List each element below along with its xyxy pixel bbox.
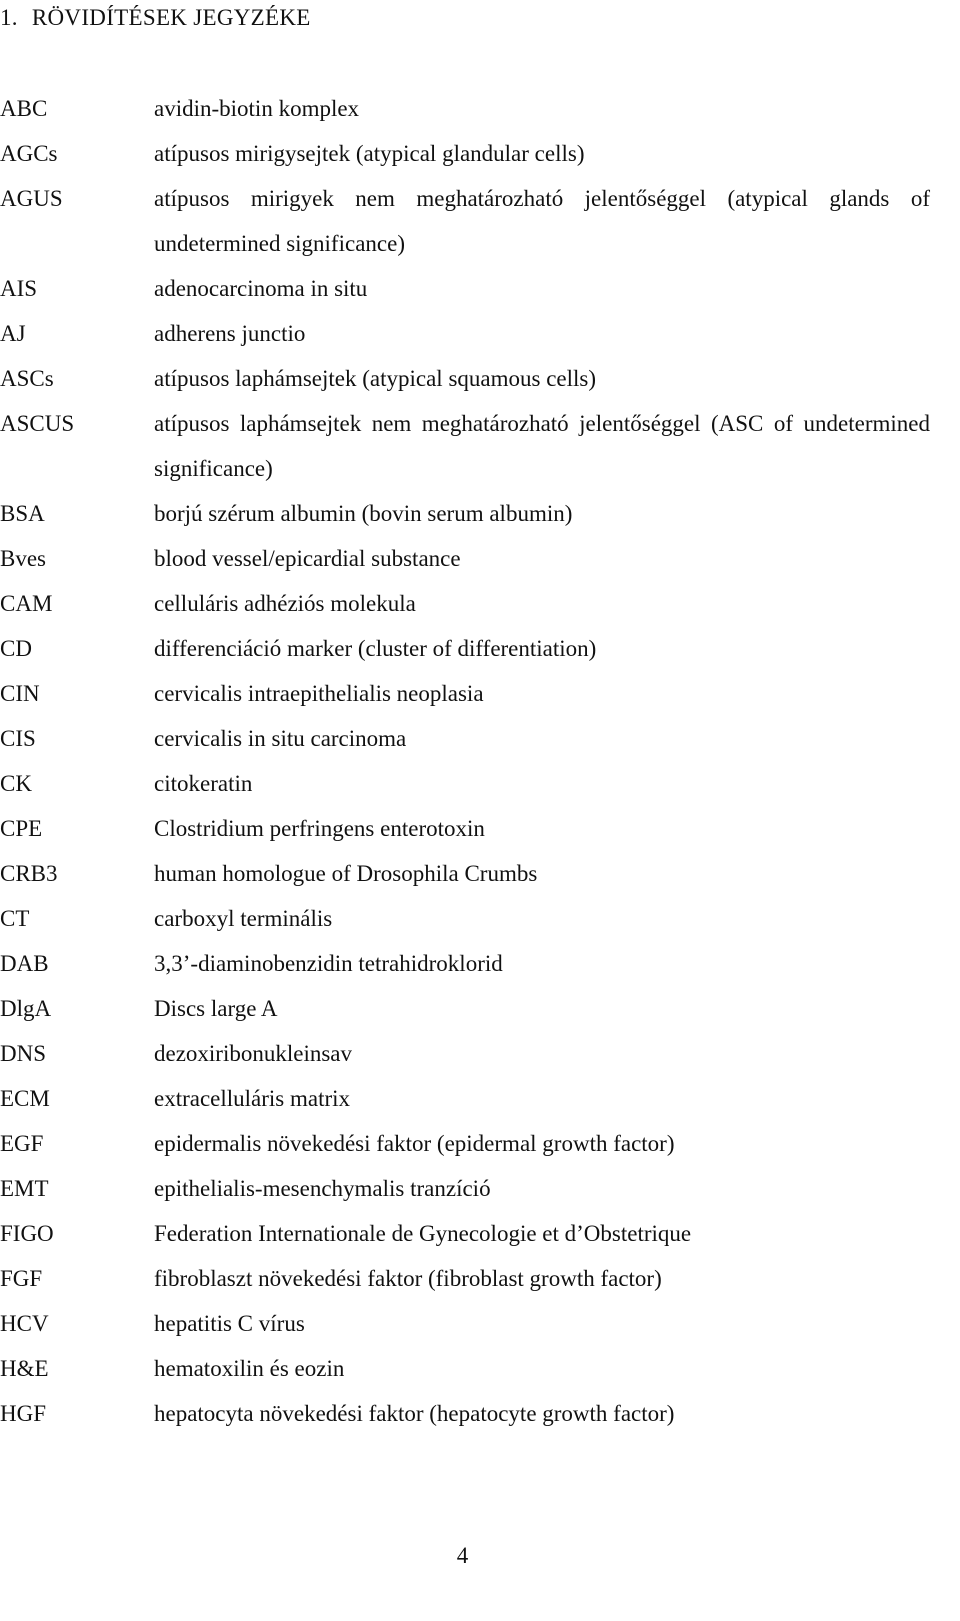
abbreviation-definition: atípusos laphámsejtek nem meghatározható jelentőséggel (ASC of undetermined significance) bbox=[154, 411, 930, 481]
abbreviation-row bbox=[0, 176, 930, 266]
abbreviation-term: AGCs bbox=[0, 141, 58, 166]
abbreviation-definition: human homologue of Drosophila Crumbs bbox=[154, 861, 538, 886]
abbreviation-term: AIS bbox=[0, 276, 38, 301]
abbreviation-definition: blood vessel/epicardial substance bbox=[154, 546, 461, 571]
abbreviation-definition: 3,3’-diaminobenzidin tetrahidroklorid bbox=[154, 951, 503, 976]
abbreviation-row bbox=[0, 761, 930, 806]
abbreviation-definition: extracelluláris matrix bbox=[154, 1086, 351, 1111]
abbreviation-term: CAM bbox=[0, 591, 53, 616]
abbreviation-term: CIS bbox=[0, 726, 36, 751]
abbreviation-row bbox=[0, 671, 930, 716]
abbreviation-term: Bves bbox=[0, 546, 46, 571]
abbreviation-term: AGUS bbox=[0, 186, 63, 211]
abbreviation-definition: Discs large A bbox=[154, 996, 278, 1021]
abbreviation-definition: cervicalis in situ carcinoma bbox=[154, 726, 407, 751]
abbreviation-term: ASCs bbox=[0, 366, 54, 391]
abbreviation-term: ASCUS bbox=[0, 411, 75, 436]
abbreviation-definition: Clostridium perfringens enterotoxin bbox=[154, 816, 485, 841]
abbreviation-definition: hematoxilin és eozin bbox=[154, 1356, 345, 1381]
abbreviation-row bbox=[0, 491, 930, 536]
abbreviation-term: DAB bbox=[0, 951, 49, 976]
abbreviation-row bbox=[0, 356, 930, 401]
abbreviation-definition: cervicalis intraepithelialis neoplasia bbox=[154, 681, 484, 706]
abbreviation-row bbox=[0, 131, 930, 176]
abbreviation-definition: adherens junctio bbox=[154, 321, 306, 346]
abbreviation-row bbox=[0, 896, 930, 941]
section-heading bbox=[0, 2, 311, 34]
abbreviation-term: ECM bbox=[0, 1086, 50, 1111]
abbreviation-definition: atípusos laphámsejtek (atypical squamous cells) bbox=[154, 366, 596, 391]
abbreviation-definition: epidermalis növekedési faktor (epidermal growth factor) bbox=[154, 1131, 675, 1156]
abbreviation-definition: dezoxiribonukleinsav bbox=[154, 1041, 353, 1066]
abbreviation-row bbox=[0, 1211, 930, 1256]
abbreviation-term: CT bbox=[0, 906, 30, 931]
abbreviation-term: CIN bbox=[0, 681, 40, 706]
section-title: RÖVIDÍTÉSEK JEGYZÉKE bbox=[31, 5, 311, 30]
abbreviation-list bbox=[0, 86, 930, 1436]
abbreviation-term: CRB3 bbox=[0, 861, 58, 886]
abbreviation-row bbox=[0, 401, 930, 491]
abbreviation-term: CD bbox=[0, 636, 32, 661]
abbreviation-term: HGF bbox=[0, 1401, 47, 1426]
abbreviation-term: BSA bbox=[0, 501, 45, 526]
abbreviation-row bbox=[0, 626, 930, 671]
abbreviation-definition: fibroblaszt növekedési faktor (fibroblast growth factor) bbox=[154, 1266, 662, 1291]
abbreviation-row bbox=[0, 1166, 930, 1211]
abbreviation-term: FIGO bbox=[0, 1221, 54, 1246]
abbreviation-row bbox=[0, 536, 930, 581]
abbreviation-definition: carboxyl terminális bbox=[154, 906, 333, 931]
abbreviation-row bbox=[0, 1301, 930, 1346]
abbreviation-row bbox=[0, 1391, 930, 1436]
abbreviation-definition: celluláris adhéziós molekula bbox=[154, 591, 416, 616]
abbreviation-definition: adenocarcinoma in situ bbox=[154, 276, 368, 301]
abbreviation-definition: atípusos mirigysejtek (atypical glandular cells) bbox=[154, 141, 585, 166]
abbreviation-definition: citokeratin bbox=[154, 771, 253, 796]
abbreviation-term: EGF bbox=[0, 1131, 44, 1156]
abbreviation-row bbox=[0, 1346, 930, 1391]
abbreviation-definition: hepatitis C vírus bbox=[154, 1311, 305, 1336]
abbreviation-row bbox=[0, 1121, 930, 1166]
abbreviation-row bbox=[0, 1076, 930, 1121]
abbreviation-term: DNS bbox=[0, 1041, 47, 1066]
abbreviation-term: CPE bbox=[0, 816, 43, 841]
abbreviation-term: CK bbox=[0, 771, 32, 796]
abbreviation-definition: hepatocyta növekedési faktor (hepatocyte growth factor) bbox=[154, 1401, 675, 1426]
abbreviation-term: H&E bbox=[0, 1356, 49, 1381]
abbreviation-definition: atípusos mirigyek nem meghatározható jelentőséggel (atypical glands of undetermined significance) bbox=[154, 186, 930, 256]
abbreviation-row bbox=[0, 806, 930, 851]
abbreviation-row bbox=[0, 986, 930, 1031]
abbreviation-row bbox=[0, 941, 930, 986]
abbreviation-row bbox=[0, 1031, 930, 1076]
abbreviation-term: HCV bbox=[0, 1311, 49, 1336]
abbreviation-row bbox=[0, 851, 930, 896]
abbreviation-row bbox=[0, 716, 930, 761]
abbreviation-definition: Federation Internationale de Gynecologie et d’Obstetrique bbox=[154, 1221, 692, 1246]
abbreviation-row bbox=[0, 581, 930, 626]
abbreviation-row bbox=[0, 266, 930, 311]
abbreviation-row bbox=[0, 311, 930, 356]
abbreviation-term: DlgA bbox=[0, 996, 52, 1021]
abbreviation-definition: differenciáció marker (cluster of differentiation) bbox=[154, 636, 597, 661]
abbreviation-term: EMT bbox=[0, 1176, 49, 1201]
abbreviation-definition: avidin-biotin komplex bbox=[154, 96, 360, 121]
abbreviation-definition: epithelialis-mesenchymalis tranzíció bbox=[154, 1176, 491, 1201]
abbreviation-term: AJ bbox=[0, 321, 26, 346]
abbreviation-row bbox=[0, 1256, 930, 1301]
abbreviation-row bbox=[0, 86, 930, 131]
section-number: 1. bbox=[0, 5, 18, 30]
abbreviation-term: FGF bbox=[0, 1266, 43, 1291]
abbreviation-definition: borjú szérum albumin (bovin serum albumin) bbox=[154, 501, 573, 526]
page-number: 4 bbox=[456, 1543, 469, 1568]
abbreviation-term: ABC bbox=[0, 96, 48, 121]
